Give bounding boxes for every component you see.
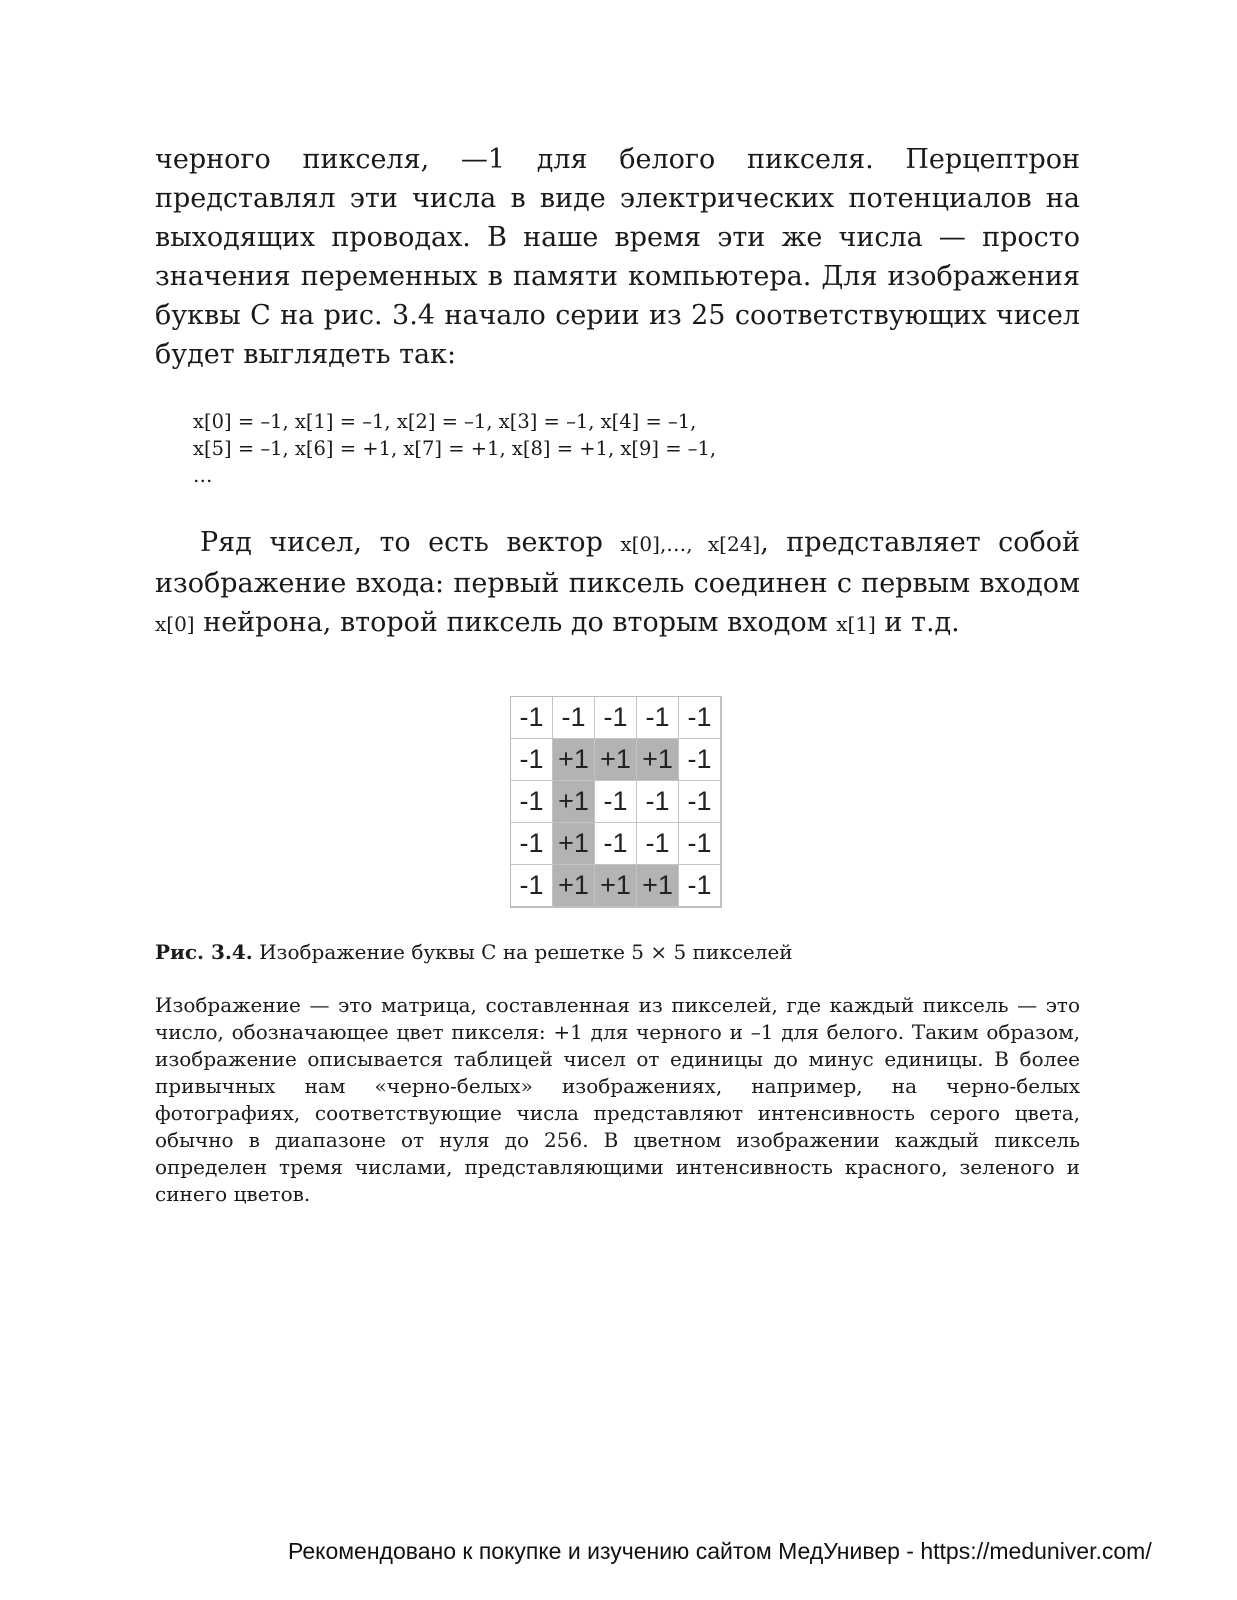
page-content <box>155 140 1080 1208</box>
pixel-cell: -1 <box>595 697 637 739</box>
pixel-cell: -1 <box>511 781 553 823</box>
code-line: x[5] = –1, x[6] = +1, x[7] = +1, x[8] = +1, x[9] = –1, <box>193 437 717 460</box>
figure-pixel-grid <box>510 696 725 908</box>
pixel-cell: +1 <box>595 865 637 907</box>
pixel-cell: -1 <box>595 781 637 823</box>
paragraph-2 <box>155 523 1080 644</box>
pixel-cell: -1 <box>679 865 721 907</box>
pixel-cell: -1 <box>637 781 679 823</box>
pixel-cell: +1 <box>553 865 595 907</box>
figure-caption-label: Рис. 3.4. <box>155 940 253 964</box>
pixel-cell: -1 <box>637 697 679 739</box>
paragraph-2-text: , представляет собой изображение входа: первый пиксель соединен с первым входом <box>155 527 1080 599</box>
code-block <box>193 408 1080 489</box>
paragraph-2-text: нейрона, второй пиксель до вторым входом <box>194 607 837 638</box>
pixel-cell: -1 <box>637 823 679 865</box>
note-paragraph: Изображение — это матрица, составленная из пикселей, где каждый пиксель — это число, обозначающее цвет пикселя: +1 для черного и –1 для белого. Таким образом, изображение описывается таблицей чисел от единицы до минус единицы. В более привычных нам «черно-белых» изображениях, например, на черно-белых фотографиях, соответствующие числа представляют интенсивность серого цвета, обычно в диапазоне от нуля до 256. В цветном изображении каждый пиксель определен тремя числами, представляющими интенсивность красного, зеленого и синего цветов. <box>155 993 1080 1206</box>
pixel-cell: -1 <box>511 823 553 865</box>
pixel-cell: -1 <box>679 739 721 781</box>
inline-code: x[0],…, x[24] <box>620 532 761 556</box>
pixel-cell: +1 <box>553 823 595 865</box>
paragraph-1: черного пикселя, —1 для белого пикселя. Перцептрон представлял эти числа в виде электрических потенциалов на выходящих проводах. В наше время эти же числа — просто значения переменных в памяти компьютера. Для изображения буквы С на рис. 3.4 начало серии из 25 соответствующих чисел будет выглядеть так: <box>155 144 1080 370</box>
inline-code: x[0] <box>155 612 195 636</box>
pixel-cell: +1 <box>637 739 679 781</box>
pixel-cell: -1 <box>679 781 721 823</box>
pixel-cell: -1 <box>679 823 721 865</box>
pixel-cell: -1 <box>595 823 637 865</box>
pixel-cell: +1 <box>637 865 679 907</box>
pixel-grid <box>510 696 722 908</box>
footer-watermark: Рекомендовано к покупке и изучению сайтом МедУнивер - https://meduniver.com/ <box>288 1538 1152 1564</box>
pixel-cell: -1 <box>553 697 595 739</box>
pixel-cell: -1 <box>679 697 721 739</box>
code-line: x[0] = –1, x[1] = –1, x[2] = –1, x[3] = –1, x[4] = –1, <box>193 410 697 433</box>
pixel-cell: -1 <box>511 697 553 739</box>
pixel-cell: +1 <box>553 781 595 823</box>
figure-caption <box>155 938 1080 966</box>
figure-caption-text: Изображение буквы С на решетке 5 × 5 пикселей <box>252 940 793 964</box>
pixel-cell: -1 <box>511 865 553 907</box>
inline-code: x[1] <box>836 612 876 636</box>
pixel-cell: +1 <box>553 739 595 781</box>
pixel-cell: +1 <box>595 739 637 781</box>
paragraph-2-text: и т.д. <box>875 607 960 638</box>
code-line: … <box>193 464 213 487</box>
paragraph-2-text: Ряд чисел, то есть вектор <box>200 527 621 558</box>
pixel-cell: -1 <box>511 739 553 781</box>
